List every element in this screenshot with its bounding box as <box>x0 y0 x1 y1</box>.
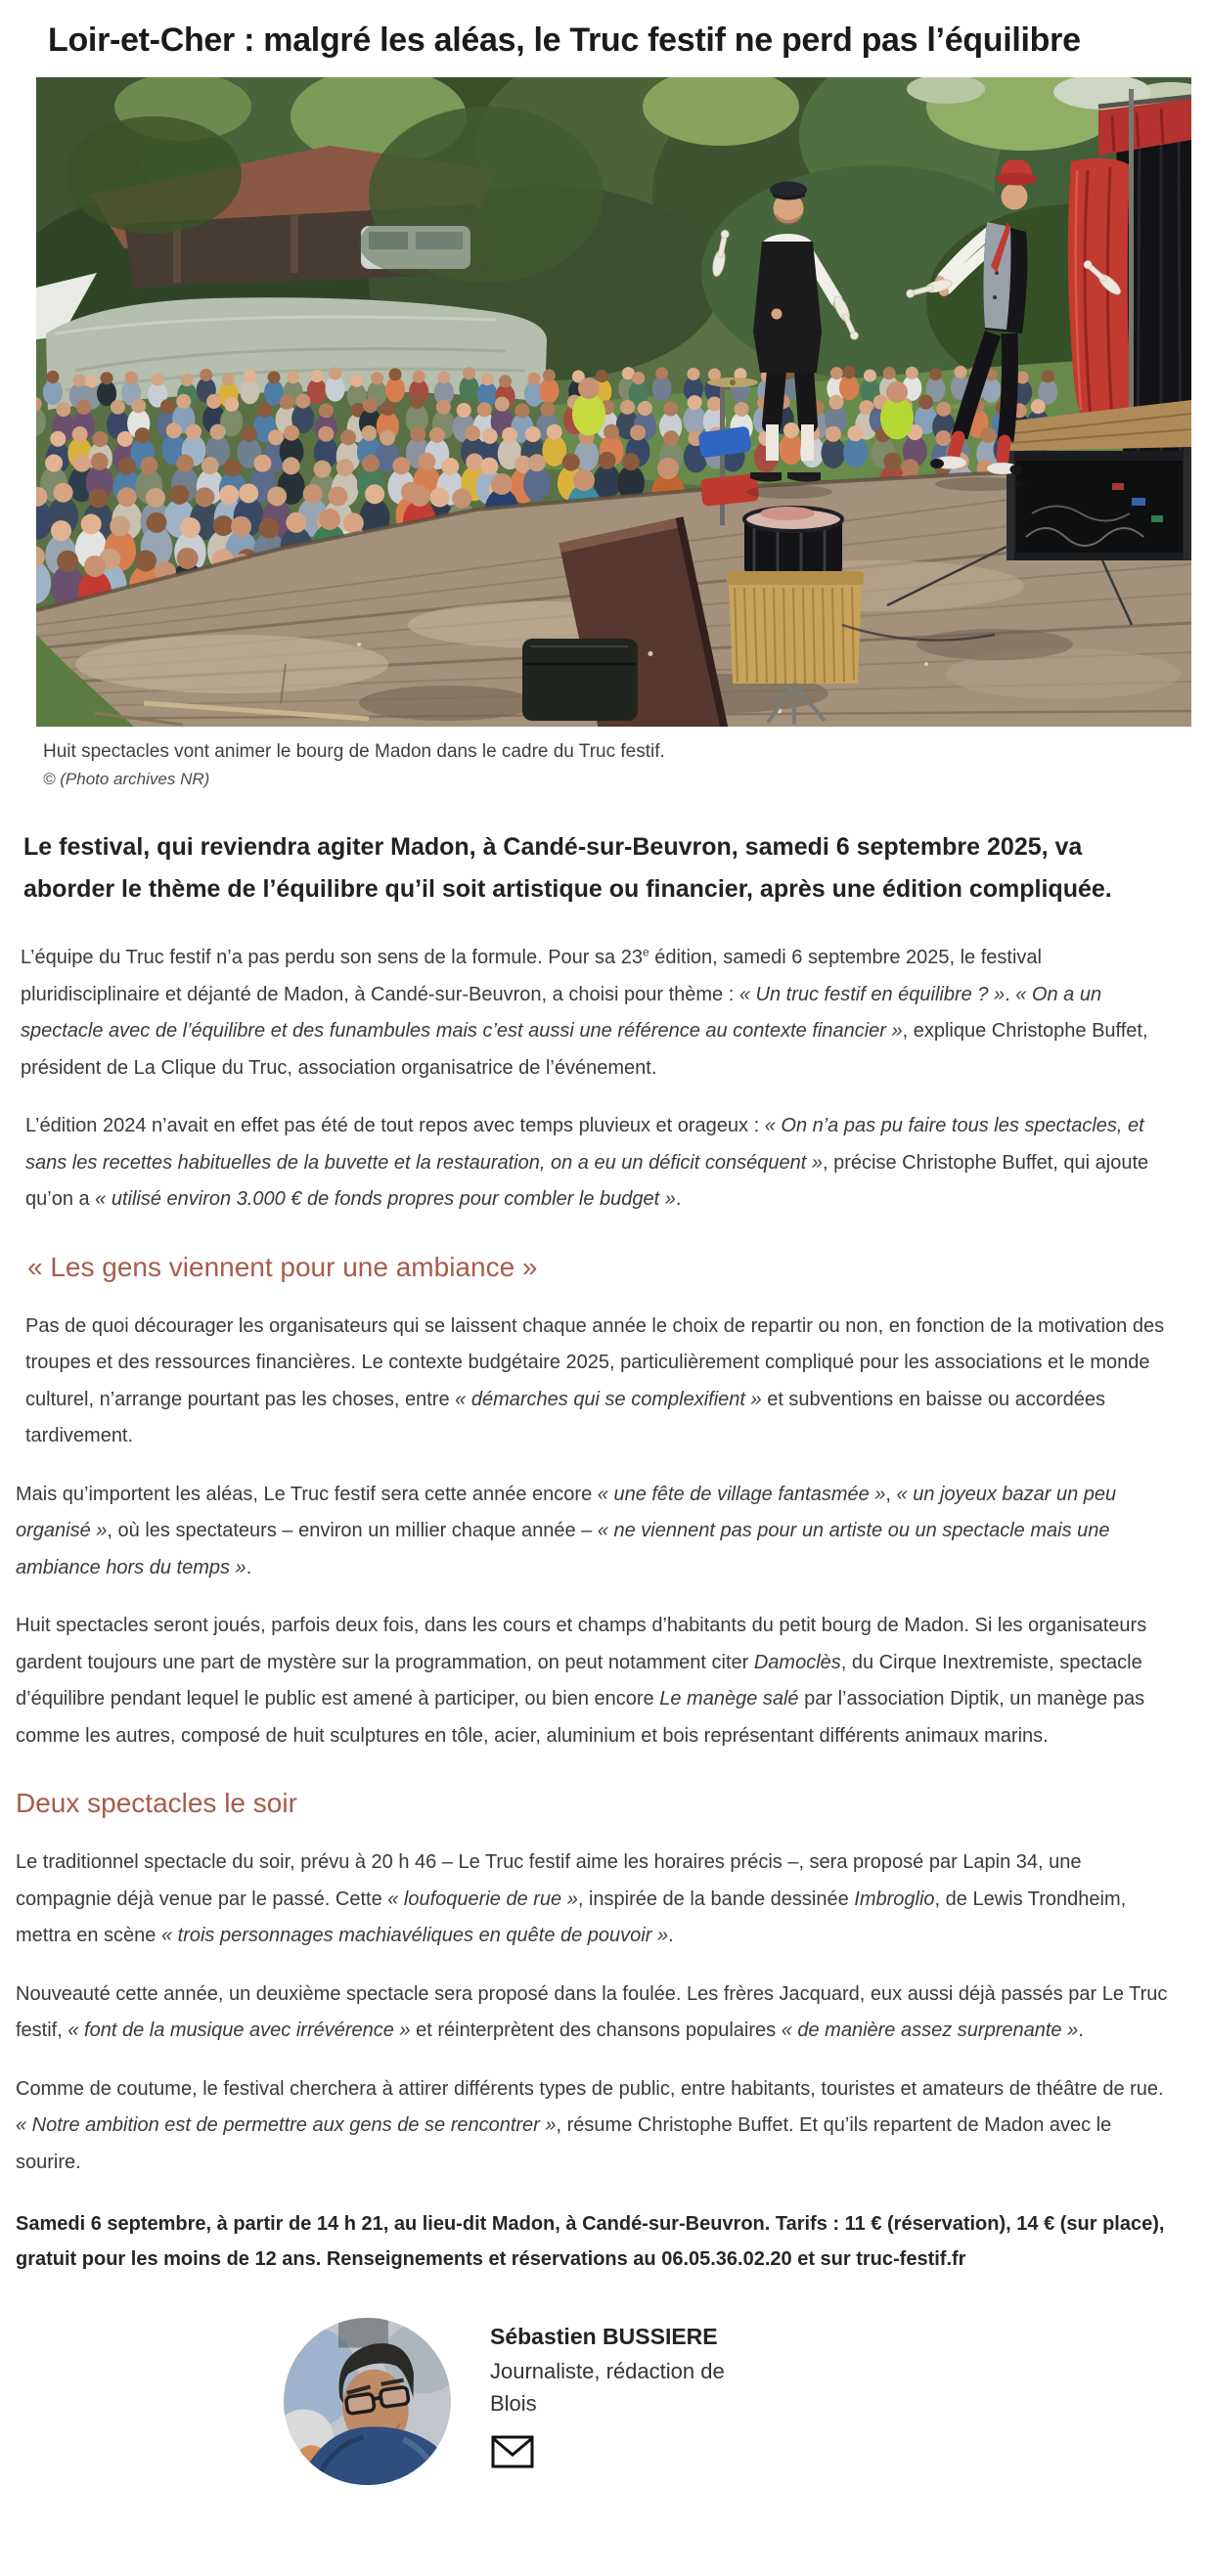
article-paragraph: Mais qu’importent les aléas, Le Truc festif sera cette année encore « une fête de village fantasmée », « un joyeux bazar un peu organisé », où les spectateurs – environ un millier chaque année – « ne viennent pas pour un artiste ou un spectacle mais une ambiance hors du temps ». <box>16 1483 1117 1578</box>
article-paragraph: Pas de quoi décourager les organisateurs qui se laissent chaque année le choix de repartir ou non, en fonction de la motivation des troupes et des ressources financières. Le contexte budgétaire 2025, particulièrement compliqué pour les associations et le monde culturel, n’arrange pourtant pas les choses, entre « démarches qui se complexifient » et subventions en baisse ou accordées tardivement. <box>25 1314 1165 1446</box>
practical-info: Samedi 6 septembre, à partir de 14 h 21, au lieu-dit Madon, à Candé-sur-Beuvron. Tarifs : 11 € (réservation), 14 € (sur place), gratuit pour les moins de 12 ans. Renseignements et réservations au 06.05.36.02.20 et sur truc-festif.fr <box>16 2213 1165 2270</box>
photo-credit: © (Photo archives NR) <box>43 770 210 788</box>
article-paragraph: Nouveauté cette année, un deuxième spectacle sera proposé dans la foulée. Les frères Jacquard, eux aussi déjà passés par Le Truc festif, « font de la musique avec irrévérence » et réinterprètent des chansons populaires « de manière assez surprenante ». <box>16 1982 1168 2041</box>
van <box>359 210 496 277</box>
section-heading: « Les gens viennent pour une ambiance » <box>27 1251 538 1282</box>
photo-caption: Huit spectacles vont animer le bourg de Madon dans le cadre du Truc festif. <box>43 741 665 762</box>
article-lead: Le festival, qui reviendra agiter Madon, à Candé-sur-Beuvron, samedi 6 septembre 2025, va aborder le thème de l’équilibre qu’il soit artistique ou financier, après une édition compliquée. <box>23 833 1112 903</box>
article-body <box>16 940 1191 2277</box>
author-name[interactable]: Sébastien BUSSIERE <box>490 2324 718 2349</box>
article-paragraph: L’équipe du Truc festif n’a pas perdu son sens de la formule. Pour sa 23e édition, samedi 6 septembre 2025, le festival pluridisciplinaire et déjanté de Madon, à Candé-sur-Beuvron, a choisi pour thème : « Un truc festif en équilibre ? ». « On a un spectacle avec de l’équilibre et des funambules mais c’est aussi une référence au contexte financier », explique Christophe Buffet, président de La Clique du Truc, association organisatrice de l’événement. <box>21 945 1148 1079</box>
section-heading: Deux spectacles le soir <box>16 1788 297 1818</box>
article-paragraph: L’édition 2024 n’avait en effet pas été de tout repos avec temps pluvieux et orageux : « On n’a pas pu faire tous les spectacles, et sans les recettes habituelles de la buvette et la restauration, on a eu un déficit conséquent », précise Christophe Buffet, qui ajoute qu’on a « utilisé environ 3.000 € de fonds propres pour combler le budget ». <box>25 1115 1149 1210</box>
black-case <box>522 639 638 721</box>
article-paragraph: Huit spectacles seront joués, parfois deux fois, dans les cours et champs d’habitants du petit bourg de Madon. Si les organisateurs gardent toujours une part de mystère sur la programmation, on peut notamment citer Damoclès, du Cirque Inextremiste, spectacle d’équilibre pendant lequel le public est amené à participer, ou bien encore Le manège salé par l’association Diptik, un manège pas comme les autres, composé de huit sculptures en tôle, acier, aluminium et bois représentant différents animaux marins. <box>16 1615 1147 1747</box>
article-paragraph: Le traditionnel spectacle du soir, prévu à 20 h 46 – Le Truc festif aime les horaires précis –, sera proposé par Lapin 34, une compagnie déjà venue par le passé. Cette « loufoquerie de rue », inspirée de la bande dessinée Imbroglio, de Lewis Trondheim, mettra en scène « trois personnages machiavéliques en quête de pouvoir ». <box>16 1851 1127 1946</box>
article-paragraph: Comme de coutume, le festival cherchera à attirer différents types de public, entre habitants, touristes et amateurs de théâtre de rue. « Notre ambition est de permettre aux gens de se rencontrer », résume Christophe Buffet. Et qu’ils repartent de Madon avec le sourire. <box>16 2077 1164 2173</box>
envelope-icon[interactable] <box>490 2431 535 2475</box>
author-byline <box>284 2318 1191 2485</box>
article-title: Loir-et-Cher : malgré les aléas, le Truc festif ne perd pas l’équilibre <box>48 22 1081 59</box>
author-role: Journaliste, rédaction de Blois <box>490 2359 725 2416</box>
author-avatar[interactable] <box>284 2318 451 2485</box>
article-figure <box>16 77 1191 791</box>
article-photo <box>36 77 1191 727</box>
